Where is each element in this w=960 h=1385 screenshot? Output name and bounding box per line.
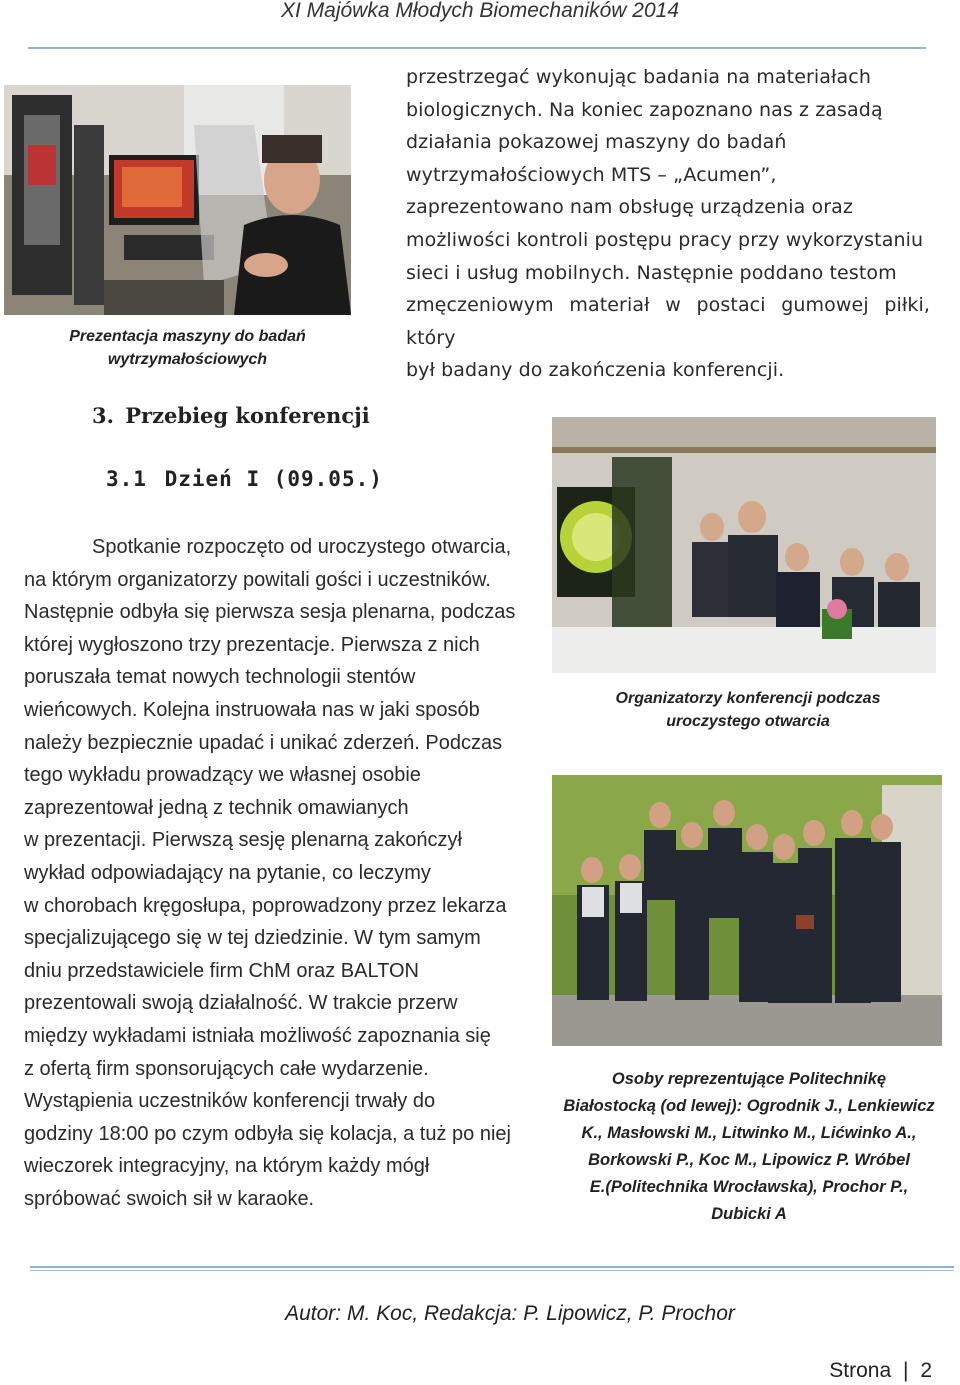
body-line: wieczorek integracyjny, na którym każdy mógł [24, 1155, 430, 1178]
intro-line: był badany do zakończenia konferencji. [406, 359, 785, 382]
body-line: należy bezpiecznie upadać i unikać zderzeń. Podczas [24, 731, 503, 754]
machine-caption-line1: Prezentacja maszyny do badań [69, 328, 306, 345]
body-line: prezentowali swoją działalność. W trakcie przerw [24, 992, 458, 1015]
subsection-number: 3.1 [106, 467, 147, 491]
footer-author: Autor: M. Koc, Redakcja: P. Lipowicz, P. Prochor [285, 1302, 735, 1325]
intro-line: zmęczeniowym materiał w postaci gumowej piłki, który [406, 294, 930, 349]
body-line: wykład odpowiadający na pytanie, co leczymy [24, 861, 431, 884]
machine-photo-caption [0, 325, 375, 371]
group-caption-line: Osoby reprezentujące Politechnikę [611, 1070, 887, 1088]
intro-line: wytrzymałościowych MTS – „Acumen”, [406, 163, 777, 186]
footer-rule-bottom [30, 1270, 954, 1271]
intro-line: sieci i usług mobilnych. Następnie poddano testom [406, 261, 897, 284]
body-line: tego wykładu prowadzący we własnej osobie [24, 764, 421, 787]
machine-caption-line2: wytrzymałościowych [107, 351, 268, 368]
opening-photo-caption [552, 687, 944, 733]
body-line: wieńcowych. Kolejna instruowała nas w jaki sposób [24, 698, 480, 721]
body-line: specjalizującego się w tej dziedzinie. W tym samym [24, 927, 481, 950]
body-line: w prezentacji. Pierwszą sesję plenarną zakończył [24, 829, 462, 852]
body-line: spróbować swoich sił w karaoke. [24, 1187, 315, 1210]
page-number: 2 [920, 1359, 932, 1382]
section-heading [92, 403, 370, 428]
intro-line: zaprezentowano nam obsługę urządzenia oraz [406, 196, 853, 219]
intro-line: przestrzegać wykonując badania na materiałach [406, 66, 871, 88]
section-number: 3. [92, 403, 114, 428]
body-line: na którym organizatorzy powitali gości i uczestników. [24, 568, 491, 591]
group-caption-line: Borkowski P., Koc M., Lipowicz P. Wróbel [588, 1151, 910, 1169]
page-separator: | [903, 1359, 909, 1382]
group-caption-line: E.(Politechnika Wrocławska), Prochor P., [589, 1178, 909, 1196]
body-line: zaprezentował jedną z technik omawianych [24, 796, 409, 819]
opening-caption-line1: Organizatorzy konferencji podczas [615, 690, 881, 707]
body-line: między wykładami istniała możliwość zapoznania się [24, 1024, 491, 1047]
body-line: godziny 18:00 po czym odbyła się kolacja, a tuż po niej [24, 1122, 511, 1145]
intro-line: możliwości kontroli postępu pracy przy wykorzystaniu [406, 228, 924, 251]
page-header-title: XI Majówka Młodych Biomechaników 2014 [280, 0, 680, 22]
group-caption-line: K., Masłowski M., Litwinko M., Lićwinko A., [581, 1124, 917, 1142]
intro-paragraph [406, 61, 930, 387]
body-line: w chorobach kręgosłupa, poprowadzony przez lekarza [24, 894, 507, 917]
body-line: dniu przedstawiciele firm ChM oraz BALTON [24, 959, 419, 982]
body-paragraph [24, 531, 529, 1215]
machine-photo [4, 85, 351, 315]
body-line: Następnie odbyła się pierwsza sesja plenarna, podczas [24, 601, 516, 624]
subsection-title: Dzień I (09.05.) [164, 467, 383, 491]
header-rule [28, 47, 926, 49]
group-caption-line: Dubicki A [711, 1205, 787, 1223]
body-line: z ofertą firm sponsorujących całe wydarzenie. [24, 1057, 429, 1080]
opening-ceremony-photo [552, 417, 936, 673]
intro-line: biologicznych. Na koniec zapoznano nas z zasadą [406, 98, 883, 121]
body-line: której wygłoszono trzy prezentacje. Pierwsza z nich [24, 633, 480, 656]
body-line: Spotkanie rozpoczęto od uroczystego otwarcia, [92, 536, 512, 558]
section-title: Przebieg konferencji [125, 403, 370, 428]
body-line: Wystąpienia uczestników konferencji trwały do [24, 1090, 436, 1113]
intro-line: działania pokazowej maszyny do badań [406, 131, 787, 154]
page-label: Strona [829, 1359, 892, 1382]
page-number-block [829, 1359, 932, 1383]
group-photo-caption [552, 1066, 946, 1228]
group-caption-line: Białostocką (od lewej): Ogrodnik J., Lenkiewicz [563, 1097, 935, 1115]
footer-rule-top [30, 1266, 954, 1268]
body-line: poruszała temat nowych technologii stentów [24, 666, 416, 689]
subsection-heading [106, 467, 383, 491]
group-photo [552, 775, 942, 1046]
opening-caption-line2: uroczystego otwarcia [666, 713, 830, 730]
